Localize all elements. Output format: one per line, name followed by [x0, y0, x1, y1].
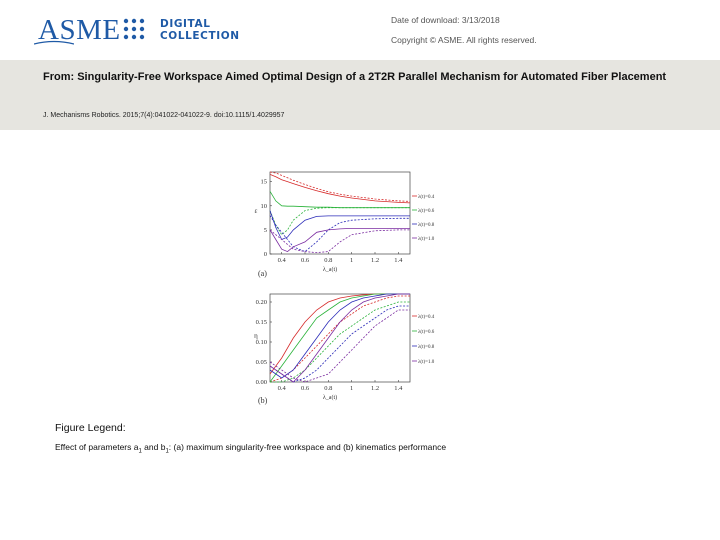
panel-label: (a): [258, 269, 267, 278]
x-tick-label: 0.6: [300, 385, 310, 392]
x-tick-label: 1.4: [394, 257, 403, 264]
y-tick-label: 0: [263, 251, 267, 258]
legend-entry: λ(t)=0.8: [418, 223, 435, 228]
y-tick-label: 0.15: [255, 319, 267, 326]
legend-entry: λ(t)=0.6: [418, 330, 435, 335]
header: [0, 0, 720, 60]
figure-image: [248, 160, 448, 406]
figure-legend-text: [55, 442, 446, 455]
y-tick-label: 15: [260, 178, 267, 186]
x-tick-label: 1.2: [370, 257, 380, 264]
asme-logo[interactable]: ASME: [38, 14, 121, 46]
y-tick-label: 0.10: [255, 339, 267, 346]
x-tick-label: 0.8: [324, 257, 333, 264]
logo-swoosh-icon: [34, 40, 74, 46]
article-title: From: Singularity-Free Workspace Aimed Optimal Design of a 2T2R Parallel Mechanism for Automated Fiber Placement: [43, 71, 667, 83]
logo-line-2: COLLECTION: [160, 30, 240, 42]
date-of-download: Date of download: 3/13/2018: [391, 15, 500, 25]
legend-entry: λ(t)=0.4: [418, 315, 435, 320]
y-tick-label: 0.00: [255, 379, 267, 386]
x-tick-label: 0.8: [324, 385, 333, 392]
y-tick-label: 10: [260, 202, 267, 210]
copyright-notice: Copyright © ASME. All rights reserved.: [391, 35, 537, 45]
figure-legend-heading: Figure Legend:: [55, 422, 126, 434]
legend-subscript: 1: [165, 448, 169, 455]
legend-entry: λ(t)=1.0: [418, 237, 435, 242]
y-axis-label: η: [254, 332, 258, 340]
x-tick-label: 0.6: [300, 257, 310, 264]
digital-collection-logo[interactable]: [160, 18, 240, 42]
x-axis-label: λ_a(t): [322, 267, 338, 273]
legend-entry: λ(t)=1.0: [418, 360, 435, 365]
legend-text-part: Effect of parameters a: [55, 442, 139, 452]
legend-entry: λ(t)=0.4: [418, 195, 435, 200]
logo-line-1: DIGITAL: [160, 18, 211, 30]
y-tick-label: 0.05: [255, 359, 267, 366]
legend-subscript: 1: [138, 448, 142, 455]
y-tick-label: 0.20: [255, 299, 267, 306]
y-tick-label: 5: [263, 226, 267, 234]
x-tick-label: 0.4: [277, 385, 286, 392]
x-axis-label: λ_a(t): [322, 395, 338, 401]
panel-label: (b): [258, 396, 268, 405]
y-axis-label: ε: [254, 207, 258, 215]
legend-entry: λ(t)=0.8: [418, 345, 435, 350]
legend-text-part: and b: [141, 442, 166, 452]
digital-collection-dots-icon: [122, 17, 146, 43]
legend-text-part: : (a) maximum singularity-free workspace and (b) kinematics performance: [168, 442, 447, 452]
x-tick-label: 1: [350, 257, 354, 264]
x-tick-label: 1.2: [370, 385, 380, 392]
x-tick-label: 0.4: [277, 257, 286, 264]
x-tick-label: 1.4: [394, 385, 403, 392]
x-tick-label: 1: [350, 385, 354, 392]
legend-entry: λ(t)=0.6: [418, 209, 435, 214]
article-citation: J. Mechanisms Robotics. 2015;7(4):041022-041022-9. doi:10.1115/1.4029957: [43, 112, 285, 119]
